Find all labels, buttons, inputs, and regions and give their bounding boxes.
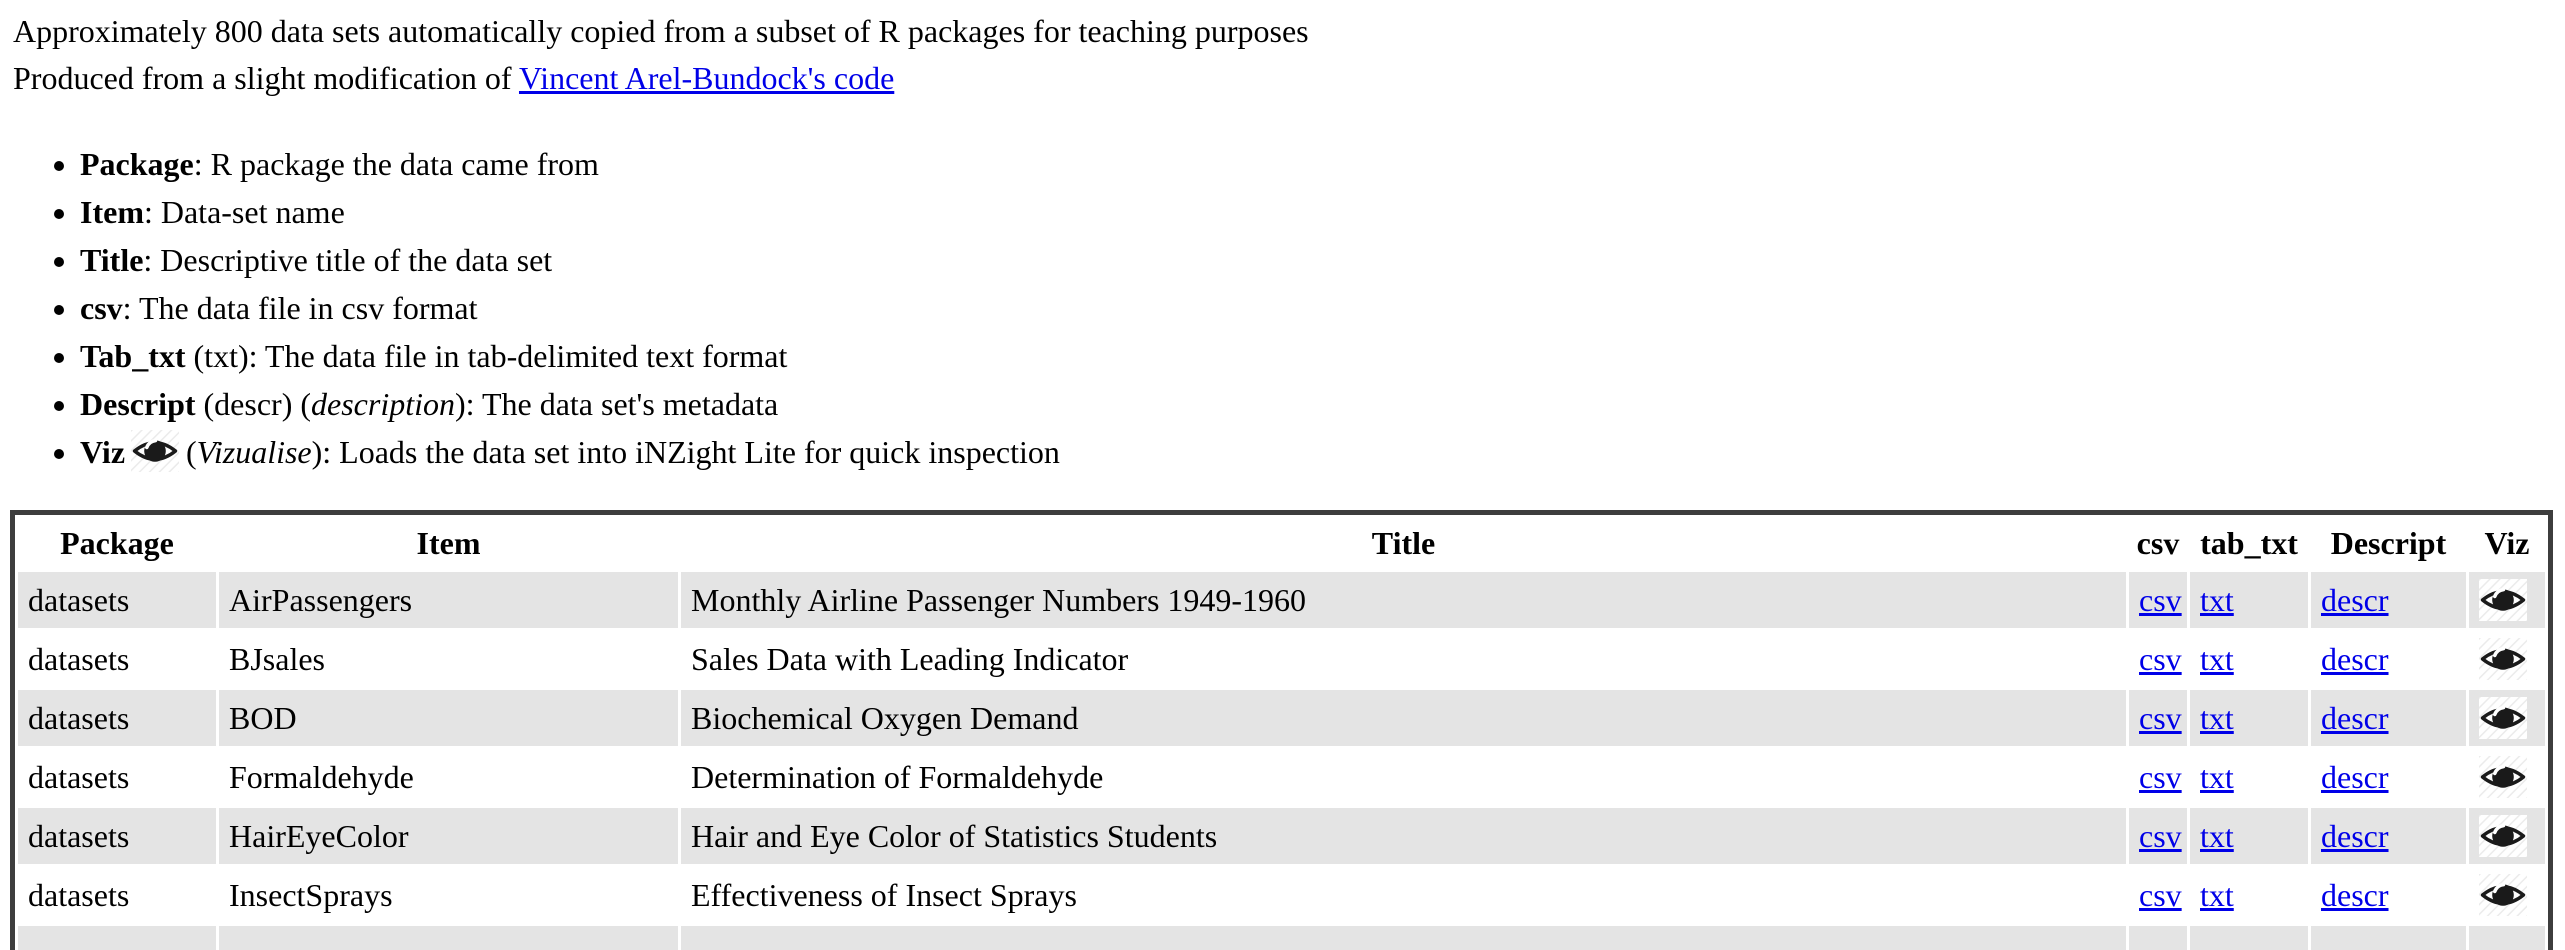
cell-package: [18, 926, 216, 950]
cell-title: Hair and Eye Color of Statistics Students: [681, 808, 2126, 864]
arel-bundock-code-link[interactable]: Vincent Arel-Bundock's code: [518, 60, 895, 96]
column-header-csv: csv: [2136, 525, 2180, 561]
intro-line2-prefix: Produced from a slight modification of: [13, 60, 519, 96]
cell-title: Monthly Airline Passenger Numbers 1949-1960: [681, 572, 2126, 628]
descr-link[interactable]: descr: [2321, 581, 2389, 618]
cell-txt: [2190, 926, 2308, 950]
legend-segment: Tab_txt: [80, 338, 186, 374]
legend-segment: : Data-set name: [143, 194, 345, 230]
cell-txt: [2190, 867, 2308, 923]
txt-link[interactable]: txt: [2200, 581, 2234, 618]
column-header-descript: Descript: [2330, 525, 2447, 561]
cell-descr: [2311, 867, 2466, 923]
legend-segment: ): Loads the data set into iNZight Lite for quick inspection: [311, 434, 1060, 470]
cell-txt: [2190, 808, 2308, 864]
legend-segment: Title: [80, 242, 144, 278]
cell-txt: [2190, 572, 2308, 628]
cell-csv: [2129, 690, 2187, 746]
table-row: [18, 690, 2545, 746]
cell-csv: [2129, 631, 2187, 687]
descr-link[interactable]: descr: [2321, 640, 2389, 677]
column-header-title: Title: [1371, 525, 1436, 561]
cell-viz: [2469, 867, 2545, 923]
cell-item: Formaldehyde: [229, 758, 414, 795]
cell-csv: [2129, 749, 2187, 805]
legend-item-csv: [80, 284, 2565, 332]
cell-title: Biochemical Oxygen Demand: [681, 690, 2126, 746]
csv-link[interactable]: csv: [2139, 817, 2182, 854]
table-row: [18, 631, 2545, 687]
cell-item: InsectSprays: [229, 876, 393, 913]
cell-viz: [2469, 808, 2545, 864]
intro-paragraph: [13, 8, 2565, 102]
table-row: [18, 867, 2545, 923]
legend-item-tab-txt: [80, 332, 2565, 380]
txt-link[interactable]: txt: [2200, 817, 2234, 854]
cell-item: [219, 926, 678, 950]
cell-txt: [2190, 690, 2308, 746]
cell-viz: [2469, 631, 2545, 687]
cell-viz: [2469, 749, 2545, 805]
legend-eye-icon: [131, 430, 179, 472]
csv-link[interactable]: csv: [2139, 640, 2182, 677]
viz-eye-icon[interactable]: [2479, 756, 2527, 798]
cell-csv: [2129, 808, 2187, 864]
cell-descr: [2311, 808, 2466, 864]
cell-item: HairEyeColor: [219, 808, 678, 864]
cell-csv: [2129, 867, 2187, 923]
legend-segment: : The data file in csv format: [122, 290, 478, 326]
cell-txt: [2190, 749, 2308, 805]
cell-viz: [2469, 926, 2545, 950]
table-header-row: [18, 518, 2545, 569]
cell-package: datasets: [28, 758, 130, 795]
descr-link[interactable]: descr: [2321, 817, 2389, 854]
csv-link[interactable]: csv: [2139, 699, 2182, 736]
table-row: [18, 808, 2545, 864]
legend-item-item: [80, 188, 2565, 236]
cell-package: datasets: [28, 640, 130, 677]
cell-descr: [2311, 690, 2466, 746]
csv-link[interactable]: csv: [2139, 581, 2182, 618]
legend-segment: description: [311, 386, 455, 422]
cell-viz: [2469, 690, 2545, 746]
cell-item: AirPassengers: [219, 572, 678, 628]
descr-link[interactable]: descr: [2321, 876, 2389, 913]
cell-title: [681, 926, 2126, 950]
legend-segment: (txt): The data file in tab-delimited text format: [185, 338, 788, 374]
legend-segment: Item: [80, 194, 144, 230]
cell-title: Sales Data with Leading Indicator: [691, 640, 1129, 677]
viz-eye-icon[interactable]: [2479, 638, 2527, 680]
cell-item: BJsales: [229, 640, 325, 677]
legend-segment: (descr) (: [195, 386, 311, 422]
cell-descr: [2311, 749, 2466, 805]
legend-item-package: [80, 140, 2565, 188]
cell-package: datasets: [18, 690, 216, 746]
viz-eye-icon[interactable]: [2479, 579, 2527, 621]
csv-link[interactable]: csv: [2139, 876, 2182, 913]
legend-segment: Viz: [80, 434, 126, 470]
legend-item-viz: [80, 428, 2565, 476]
intro-line1: Approximately 800 data sets automatically copied from a subset of R packages for teaching purposes: [13, 13, 1309, 49]
legend-list: [0, 140, 2565, 476]
viz-eye-icon[interactable]: [2479, 815, 2527, 857]
cell-title: Effectiveness of Insect Sprays: [691, 876, 1077, 913]
txt-link[interactable]: txt: [2200, 699, 2234, 736]
txt-link[interactable]: txt: [2200, 876, 2234, 913]
legend-segment: Package: [80, 146, 194, 182]
cell-csv: [2129, 926, 2187, 950]
legend-item-descript: [80, 380, 2565, 428]
column-header-tab_txt: tab_txt: [2200, 525, 2298, 561]
descr-link[interactable]: descr: [2321, 699, 2389, 736]
legend-segment: ): The data set's metadata: [454, 386, 779, 422]
cell-csv: [2129, 572, 2187, 628]
column-header-item: Item: [416, 525, 481, 561]
legend-segment: (: [186, 434, 197, 470]
cell-txt: [2190, 631, 2308, 687]
legend-item-title: [80, 236, 2565, 284]
cell-title: Determination of Formaldehyde: [691, 758, 1104, 795]
cell-descr: [2311, 572, 2466, 628]
table-row: [18, 749, 2545, 805]
legend-segment: Vizualise: [196, 434, 312, 470]
column-header-package: Package: [60, 525, 174, 561]
legend-segment: csv: [80, 290, 123, 326]
cell-package: datasets: [18, 572, 216, 628]
cell-descr: [2311, 926, 2466, 950]
cell-viz: [2469, 572, 2545, 628]
table-row: [18, 926, 2545, 950]
csv-link[interactable]: csv: [2139, 758, 2182, 795]
cell-package: datasets: [18, 808, 216, 864]
cell-package: datasets: [28, 876, 130, 913]
legend-segment: Descript: [80, 386, 196, 422]
txt-link[interactable]: txt: [2200, 640, 2234, 677]
descr-link[interactable]: descr: [2321, 758, 2389, 795]
legend-segment: : Descriptive title of the data set: [143, 242, 553, 278]
datasets-index-page: [0, 8, 2565, 950]
column-header-viz: Viz: [2484, 525, 2530, 561]
cell-descr: [2311, 631, 2466, 687]
cell-item: BOD: [219, 690, 678, 746]
legend-segment: : R package the data came from: [193, 146, 599, 182]
txt-link[interactable]: txt: [2200, 758, 2234, 795]
viz-eye-icon[interactable]: [2479, 697, 2527, 739]
viz-eye-icon[interactable]: [2479, 874, 2527, 916]
datasets-table: [10, 510, 2553, 950]
table-row: [18, 572, 2545, 628]
